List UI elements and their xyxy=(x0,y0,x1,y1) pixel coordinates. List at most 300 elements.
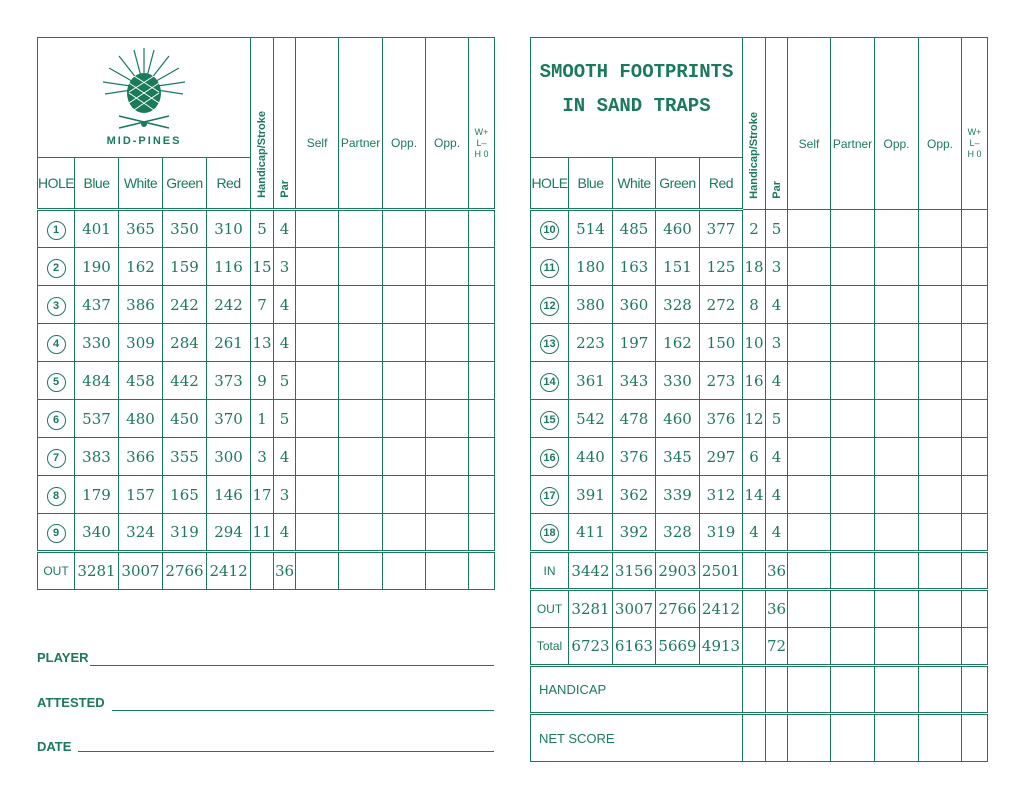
wlh-score-cell[interactable] xyxy=(469,286,495,324)
wlh-score-cell[interactable] xyxy=(962,286,988,324)
opp2-score-cell[interactable] xyxy=(426,476,469,514)
par-yardage: 4 xyxy=(274,438,296,476)
red-yardage: 370 xyxy=(207,400,251,438)
blue-yardage: 223 xyxy=(569,324,613,362)
hole-number xyxy=(38,476,75,514)
hole-row xyxy=(38,362,495,400)
green-yardage: 319 xyxy=(163,514,207,552)
green-yardage: 339 xyxy=(656,476,700,514)
hole-row xyxy=(531,324,988,362)
opp2-score-cell[interactable] xyxy=(426,400,469,438)
self-score-cell[interactable] xyxy=(788,514,831,552)
hole-row xyxy=(38,324,495,362)
self-header: Self xyxy=(296,38,339,210)
green-yardage: 162 xyxy=(656,324,700,362)
opp1-score-cell[interactable] xyxy=(875,476,919,514)
green-header: Green xyxy=(163,158,207,210)
par-yardage: 4 xyxy=(766,514,788,552)
hole-number-badge: 11 xyxy=(540,259,559,278)
white-yardage: 162 xyxy=(119,248,163,286)
out-opp1-cell[interactable] xyxy=(383,552,426,590)
red-yardage: 300 xyxy=(207,438,251,476)
self-header: Self xyxy=(788,38,831,210)
red-yardage: 312 xyxy=(700,476,743,514)
hcp-yardage: 15 xyxy=(251,248,274,286)
hole-number-badge: 4 xyxy=(47,335,66,354)
partner-score-cell[interactable] xyxy=(831,324,875,362)
blue-header: Blue xyxy=(569,158,613,210)
par-yardage: 3 xyxy=(274,476,296,514)
self-score-cell[interactable] xyxy=(788,476,831,514)
hcp-yardage: 4 xyxy=(743,514,766,552)
par-header: Par xyxy=(274,38,296,210)
in-row: IN 3442 3156 2903 2501 36 xyxy=(531,552,988,590)
self-score-cell[interactable] xyxy=(296,362,339,400)
blue-yardage: 440 xyxy=(569,438,613,476)
hole-row xyxy=(531,248,988,286)
hole-number-badge: 1 xyxy=(47,221,66,240)
hcp-yardage: 6 xyxy=(743,438,766,476)
hole-header: HOLE xyxy=(38,158,75,210)
red-yardage: 146 xyxy=(207,476,251,514)
pine-logo-icon xyxy=(99,48,189,133)
green-yardage: 450 xyxy=(163,400,207,438)
opp1-score-cell[interactable] xyxy=(875,400,919,438)
player-label: PLAYER xyxy=(37,650,89,665)
opp1-score-cell[interactable] xyxy=(383,248,426,286)
par-yardage: 5 xyxy=(274,400,296,438)
opp2-score-cell[interactable] xyxy=(919,476,962,514)
partner-header: Partner xyxy=(339,38,383,210)
opp1-score-cell[interactable] xyxy=(383,210,426,248)
green-yardage: 460 xyxy=(656,210,700,248)
blue-yardage: 484 xyxy=(75,362,119,400)
hole-row xyxy=(531,438,988,476)
white-yardage: 309 xyxy=(119,324,163,362)
logo-name: MID-PINES xyxy=(106,135,182,147)
green-yardage: 460 xyxy=(656,400,700,438)
par-yardage: 3 xyxy=(274,248,296,286)
hcp-yardage: 9 xyxy=(251,362,274,400)
white-yardage: 324 xyxy=(119,514,163,552)
opp2-score-cell[interactable] xyxy=(919,286,962,324)
par-yardage: 5 xyxy=(274,362,296,400)
hole-number xyxy=(531,514,569,552)
white-yardage: 366 xyxy=(119,438,163,476)
par-yardage: 4 xyxy=(274,286,296,324)
hcp-yardage: 10 xyxy=(743,324,766,362)
player-line[interactable] xyxy=(90,665,494,666)
partner-score-cell[interactable] xyxy=(339,400,383,438)
self-score-cell[interactable] xyxy=(788,248,831,286)
blue-yardage: 537 xyxy=(75,400,119,438)
hole-number xyxy=(531,400,569,438)
green-yardage: 328 xyxy=(656,286,700,324)
opp2-score-cell[interactable] xyxy=(426,362,469,400)
self-score-cell[interactable] xyxy=(788,362,831,400)
blue-yardage: 383 xyxy=(75,438,119,476)
hole-number xyxy=(38,286,75,324)
hole-number xyxy=(38,362,75,400)
partner-score-cell[interactable] xyxy=(339,210,383,248)
opp2-score-cell[interactable] xyxy=(919,324,962,362)
par-yardage: 4 xyxy=(766,476,788,514)
red-yardage: 125 xyxy=(700,248,743,286)
white-yardage: 376 xyxy=(613,438,656,476)
opp2-header: Opp. xyxy=(919,38,962,210)
blue-yardage: 391 xyxy=(569,476,613,514)
wlh-score-cell[interactable] xyxy=(962,362,988,400)
hole-row xyxy=(38,438,495,476)
white-header: White xyxy=(613,158,656,210)
red-yardage: 377 xyxy=(700,210,743,248)
white-yardage: 485 xyxy=(613,210,656,248)
hole-number-badge: 10 xyxy=(540,221,559,240)
out-row: OUT 3281 3007 2766 2412 36 xyxy=(531,590,988,628)
hole-number-badge: 15 xyxy=(540,411,559,430)
opp2-score-cell[interactable] xyxy=(919,400,962,438)
red-yardage: 273 xyxy=(700,362,743,400)
hole-number xyxy=(531,324,569,362)
hole-number xyxy=(38,324,75,362)
hole-number-badge: 3 xyxy=(47,297,66,316)
title-area xyxy=(531,38,743,158)
partner-score-cell[interactable] xyxy=(831,438,875,476)
opp2-score-cell[interactable] xyxy=(919,210,962,248)
hole-number xyxy=(38,210,75,248)
opp1-score-cell[interactable] xyxy=(383,324,426,362)
hole-number-badge: 12 xyxy=(540,297,559,316)
self-score-cell[interactable] xyxy=(296,476,339,514)
partner-score-cell[interactable] xyxy=(339,362,383,400)
wlh-header: W+ L– H 0 xyxy=(469,38,495,210)
green-yardage: 350 xyxy=(163,210,207,248)
red-header: Red xyxy=(700,158,743,210)
hole-header: HOLE xyxy=(531,158,569,210)
wlh-score-cell[interactable] xyxy=(962,476,988,514)
blue-yardage: 190 xyxy=(75,248,119,286)
handicap-header: Handicap/Stroke xyxy=(251,38,274,210)
green-yardage: 355 xyxy=(163,438,207,476)
handicap-header: Handicap/Stroke xyxy=(743,38,766,210)
partner-score-cell[interactable] xyxy=(339,286,383,324)
opp2-score-cell[interactable] xyxy=(426,514,469,552)
self-score-cell[interactable] xyxy=(788,210,831,248)
hole-row xyxy=(531,476,988,514)
hcp-yardage: 16 xyxy=(743,362,766,400)
card-title-line1: SMOOTH FOOTPRINTS xyxy=(539,60,734,83)
opp2-header: Opp. xyxy=(426,38,469,210)
self-score-cell[interactable] xyxy=(296,248,339,286)
hole-number-badge: 7 xyxy=(47,449,66,468)
wlh-score-cell[interactable] xyxy=(469,438,495,476)
self-score-cell[interactable] xyxy=(296,400,339,438)
partner-score-cell[interactable] xyxy=(831,210,875,248)
partner-score-cell[interactable] xyxy=(831,400,875,438)
hcp-yardage: 17 xyxy=(251,476,274,514)
red-yardage: 373 xyxy=(207,362,251,400)
date-label: DATE xyxy=(37,739,72,754)
blue-yardage: 514 xyxy=(569,210,613,248)
partner-score-cell[interactable] xyxy=(339,476,383,514)
hcp-yardage: 14 xyxy=(743,476,766,514)
blue-yardage: 380 xyxy=(569,286,613,324)
hole-number-badge: 16 xyxy=(540,449,559,468)
hole-number xyxy=(38,514,75,552)
blue-header: Blue xyxy=(75,158,119,210)
par-yardage: 4 xyxy=(274,324,296,362)
red-header: Red xyxy=(207,158,251,210)
hole-number xyxy=(531,362,569,400)
hcp-yardage: 12 xyxy=(743,400,766,438)
hole-number xyxy=(38,400,75,438)
green-yardage: 345 xyxy=(656,438,700,476)
green-yardage: 151 xyxy=(656,248,700,286)
par-yardage: 5 xyxy=(766,400,788,438)
hole-row xyxy=(38,514,495,552)
par-yardage: 4 xyxy=(766,362,788,400)
opp1-score-cell[interactable] xyxy=(875,248,919,286)
hole-row xyxy=(531,362,988,400)
blue-yardage: 411 xyxy=(569,514,613,552)
hole-number-badge: 2 xyxy=(47,259,66,278)
self-score-cell[interactable] xyxy=(788,400,831,438)
green-yardage: 330 xyxy=(656,362,700,400)
opp1-score-cell[interactable] xyxy=(875,438,919,476)
opp1-score-cell[interactable] xyxy=(383,286,426,324)
wlh-score-cell[interactable] xyxy=(962,400,988,438)
hole-number-badge: 13 xyxy=(540,335,559,354)
par-yardage: 4 xyxy=(766,286,788,324)
hcp-yardage: 2 xyxy=(743,210,766,248)
hole-number-badge: 17 xyxy=(540,487,559,506)
white-yardage: 478 xyxy=(613,400,656,438)
blue-yardage: 340 xyxy=(75,514,119,552)
opp2-score-cell[interactable] xyxy=(919,248,962,286)
wlh-score-cell[interactable] xyxy=(962,438,988,476)
red-yardage: 297 xyxy=(700,438,743,476)
net-score-row: NET SCORE xyxy=(531,714,988,762)
wlh-score-cell[interactable] xyxy=(962,514,988,552)
hole-number xyxy=(531,438,569,476)
self-score-cell[interactable] xyxy=(296,324,339,362)
hole-row xyxy=(38,248,495,286)
hole-number-badge: 14 xyxy=(540,373,559,392)
hole-row xyxy=(38,210,495,248)
hole-number xyxy=(531,286,569,324)
opp1-score-cell[interactable] xyxy=(875,324,919,362)
opp1-score-cell[interactable] xyxy=(383,476,426,514)
opp1-score-cell[interactable] xyxy=(875,362,919,400)
white-yardage: 157 xyxy=(119,476,163,514)
hcp-yardage: 18 xyxy=(743,248,766,286)
par-yardage: 4 xyxy=(274,210,296,248)
opp2-score-cell[interactable] xyxy=(426,438,469,476)
opp1-header: Opp. xyxy=(875,38,919,210)
green-yardage: 442 xyxy=(163,362,207,400)
hole-row xyxy=(38,400,495,438)
white-yardage: 386 xyxy=(119,286,163,324)
par-yardage: 4 xyxy=(274,514,296,552)
opp1-score-cell[interactable] xyxy=(875,210,919,248)
white-yardage: 343 xyxy=(613,362,656,400)
opp1-score-cell[interactable] xyxy=(383,362,426,400)
opp1-score-cell[interactable] xyxy=(875,286,919,324)
hole-number-badge: 9 xyxy=(47,524,66,543)
self-score-cell[interactable] xyxy=(788,286,831,324)
opp2-score-cell[interactable] xyxy=(919,438,962,476)
red-yardage: 319 xyxy=(700,514,743,552)
opp1-score-cell[interactable] xyxy=(875,514,919,552)
wlh-score-cell[interactable] xyxy=(962,324,988,362)
wlh-score-cell[interactable] xyxy=(469,400,495,438)
hole-row xyxy=(531,286,988,324)
red-yardage: 310 xyxy=(207,210,251,248)
hcp-yardage: 8 xyxy=(743,286,766,324)
hole-number-badge: 6 xyxy=(47,411,66,430)
partner-score-cell[interactable] xyxy=(339,514,383,552)
wlh-score-cell[interactable] xyxy=(469,210,495,248)
out-wlh-cell[interactable] xyxy=(469,552,495,590)
hole-number xyxy=(531,210,569,248)
partner-score-cell[interactable] xyxy=(831,248,875,286)
partner-score-cell[interactable] xyxy=(339,438,383,476)
par-yardage: 4 xyxy=(766,438,788,476)
wlh-score-cell[interactable] xyxy=(469,514,495,552)
partner-score-cell[interactable] xyxy=(831,362,875,400)
opp2-score-cell[interactable] xyxy=(426,210,469,248)
opp2-score-cell[interactable] xyxy=(426,286,469,324)
wlh-score-cell[interactable] xyxy=(469,476,495,514)
opp1-score-cell[interactable] xyxy=(383,438,426,476)
hole-row xyxy=(531,210,988,248)
wlh-score-cell[interactable] xyxy=(469,362,495,400)
partner-score-cell[interactable] xyxy=(339,324,383,362)
hole-row xyxy=(38,476,495,514)
white-yardage: 365 xyxy=(119,210,163,248)
partner-score-cell[interactable] xyxy=(831,514,875,552)
wlh-score-cell[interactable] xyxy=(469,324,495,362)
par-yardage: 5 xyxy=(766,210,788,248)
self-score-cell[interactable] xyxy=(788,438,831,476)
red-yardage: 376 xyxy=(700,400,743,438)
attested-line[interactable] xyxy=(112,710,494,711)
white-yardage: 480 xyxy=(119,400,163,438)
partner-score-cell[interactable] xyxy=(339,248,383,286)
hcp-yardage: 3 xyxy=(251,438,274,476)
wlh-score-cell[interactable] xyxy=(469,248,495,286)
back-nine-table xyxy=(530,37,988,762)
opp2-score-cell[interactable] xyxy=(919,362,962,400)
hole-row xyxy=(38,286,495,324)
out-self-cell[interactable] xyxy=(296,552,339,590)
hcp-yardage: 1 xyxy=(251,400,274,438)
hole-row xyxy=(531,514,988,552)
white-yardage: 362 xyxy=(613,476,656,514)
opp2-score-cell[interactable] xyxy=(426,324,469,362)
logo-area xyxy=(38,38,251,158)
blue-yardage: 179 xyxy=(75,476,119,514)
green-header: Green xyxy=(656,158,700,210)
par-yardage: 3 xyxy=(766,248,788,286)
blue-yardage: 180 xyxy=(569,248,613,286)
out-opp2-cell[interactable] xyxy=(426,552,469,590)
green-yardage: 165 xyxy=(163,476,207,514)
red-yardage: 242 xyxy=(207,286,251,324)
white-header: White xyxy=(119,158,163,210)
green-yardage: 159 xyxy=(163,248,207,286)
wlh-score-cell[interactable] xyxy=(962,248,988,286)
hole-row xyxy=(531,400,988,438)
hcp-yardage: 11 xyxy=(251,514,274,552)
hole-number-badge: 8 xyxy=(47,487,66,506)
self-score-cell[interactable] xyxy=(788,324,831,362)
par-yardage: 3 xyxy=(766,324,788,362)
hole-number xyxy=(531,248,569,286)
date-line[interactable] xyxy=(78,751,494,752)
opp2-score-cell[interactable] xyxy=(426,248,469,286)
opp1-score-cell[interactable] xyxy=(383,514,426,552)
handicap-row: HANDICAP xyxy=(531,666,988,714)
wlh-header: W+ L– H 0 xyxy=(962,38,988,210)
blue-yardage: 330 xyxy=(75,324,119,362)
white-yardage: 163 xyxy=(613,248,656,286)
attested-label: ATTESTED xyxy=(37,695,105,710)
red-yardage: 116 xyxy=(207,248,251,286)
white-yardage: 197 xyxy=(613,324,656,362)
white-yardage: 392 xyxy=(613,514,656,552)
opp1-header: Opp. xyxy=(383,38,426,210)
opp1-score-cell[interactable] xyxy=(383,400,426,438)
total-row: Total 6723 6163 5669 4913 72 xyxy=(531,628,988,666)
hole-number-badge: 5 xyxy=(47,373,66,392)
partner-score-cell[interactable] xyxy=(831,286,875,324)
wlh-score-cell[interactable] xyxy=(962,210,988,248)
partner-header: Partner xyxy=(831,38,875,210)
par-header: Par xyxy=(766,38,788,210)
hcp-yardage: 5 xyxy=(251,210,274,248)
self-score-cell[interactable] xyxy=(296,210,339,248)
hcp-yardage: 7 xyxy=(251,286,274,324)
red-yardage: 261 xyxy=(207,324,251,362)
green-yardage: 242 xyxy=(163,286,207,324)
front-nine-table xyxy=(37,37,495,590)
blue-yardage: 437 xyxy=(75,286,119,324)
hole-number xyxy=(38,438,75,476)
out-row: OUT 3281 3007 2766 2412 36 xyxy=(38,552,495,590)
red-yardage: 150 xyxy=(700,324,743,362)
green-yardage: 328 xyxy=(656,514,700,552)
card-title-line2: IN SAND TRAPS xyxy=(562,94,711,117)
self-score-cell[interactable] xyxy=(296,438,339,476)
hole-number xyxy=(38,248,75,286)
green-yardage: 284 xyxy=(163,324,207,362)
blue-yardage: 542 xyxy=(569,400,613,438)
out-partner-cell[interactable] xyxy=(339,552,383,590)
opp2-score-cell[interactable] xyxy=(919,514,962,552)
partner-score-cell[interactable] xyxy=(831,476,875,514)
hole-number-badge: 18 xyxy=(540,524,559,543)
self-score-cell[interactable] xyxy=(296,514,339,552)
white-yardage: 360 xyxy=(613,286,656,324)
hcp-yardage: 13 xyxy=(251,324,274,362)
hole-number xyxy=(531,476,569,514)
blue-yardage: 401 xyxy=(75,210,119,248)
red-yardage: 272 xyxy=(700,286,743,324)
self-score-cell[interactable] xyxy=(296,286,339,324)
red-yardage: 294 xyxy=(207,514,251,552)
blue-yardage: 361 xyxy=(569,362,613,400)
